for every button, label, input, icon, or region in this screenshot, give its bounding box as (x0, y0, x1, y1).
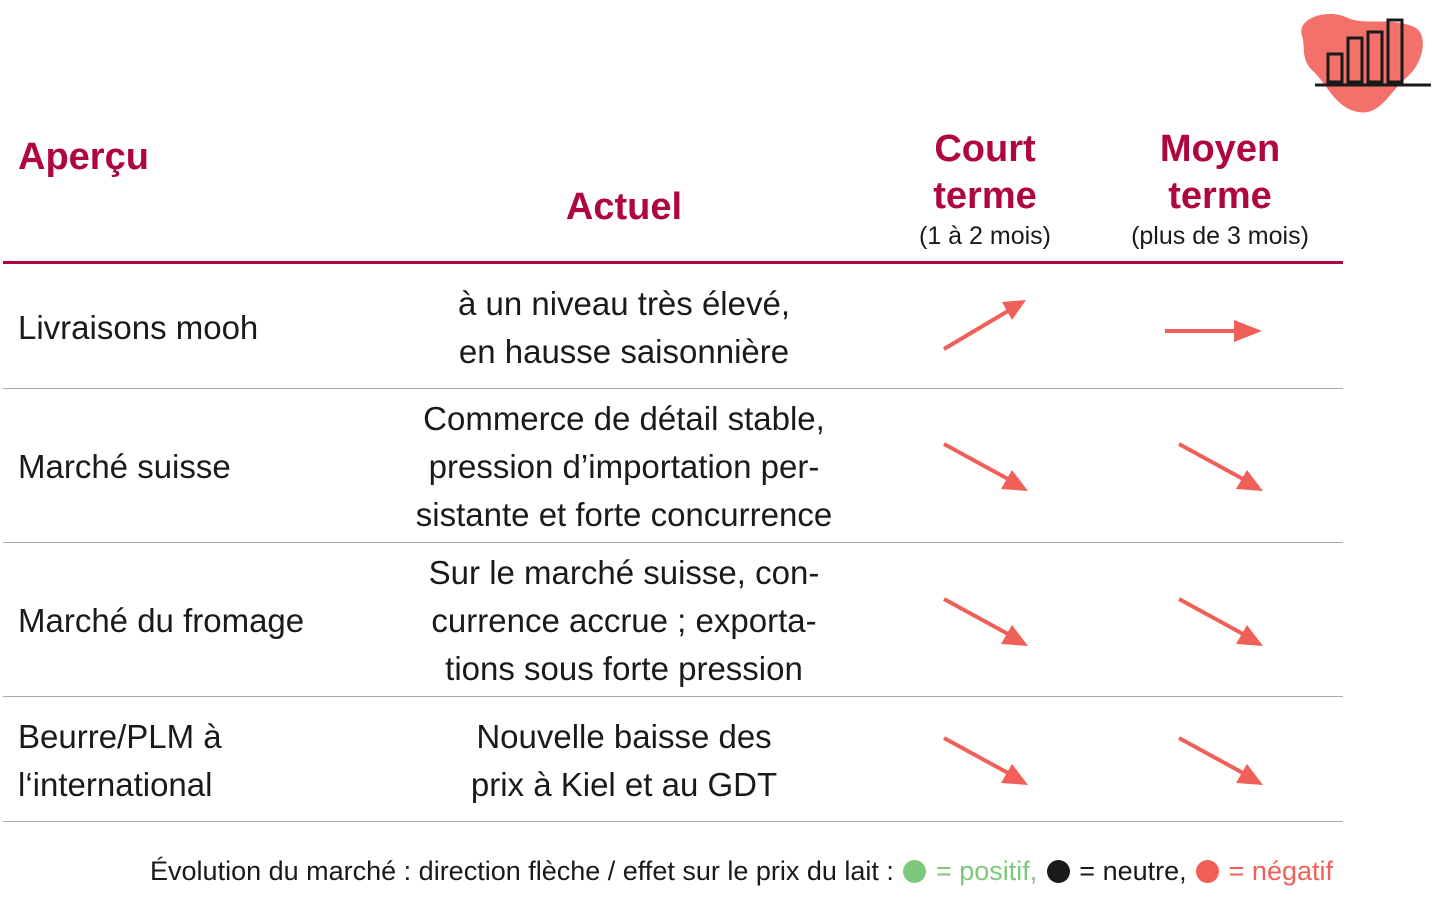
header-court-line1: Court (934, 128, 1036, 170)
legend-prefix: Évolution du marché : direction flèche / effet sur le prix du lait : (150, 856, 894, 886)
arrow-right-icon (1162, 302, 1262, 362)
row-divider (3, 388, 1343, 389)
legend (0, 856, 1333, 887)
header-divider (3, 261, 1343, 264)
row-label (18, 304, 258, 352)
positive-dot-icon (903, 860, 926, 883)
row-label-line: Marché du fromage (18, 602, 305, 639)
row-label (18, 597, 304, 645)
row-actuel-line: pression d’importation per- (428, 448, 820, 485)
row-actuel-line: currence accrue ; exporta- (431, 602, 817, 639)
row-divider (3, 696, 1343, 697)
neutral-dot-icon (1047, 860, 1070, 883)
row-actuel-line: Nouvelle baisse des (476, 718, 772, 755)
row-divider (3, 542, 1343, 543)
header-moyen-sub: (plus de 3 mois) (1131, 222, 1309, 250)
row-label (18, 713, 222, 809)
arrow-down-right-icon (938, 591, 1038, 651)
header-moyen-line2: terme (1168, 175, 1272, 217)
row-actuel-line: Commerce de détail stable, (423, 400, 825, 437)
row-divider (3, 821, 1343, 822)
row-label-line: Livraisons mooh (18, 309, 259, 346)
row-actuel (380, 395, 868, 539)
header-moyen-terme (1100, 126, 1340, 252)
bar-chart-icon (1288, 8, 1433, 118)
arrow-down-right-icon (938, 730, 1038, 790)
header-moyen-line1: Moyen (1159, 128, 1281, 170)
arrow-down-right-icon (938, 436, 1038, 496)
row-actuel-line: sistante et forte concurrence (415, 496, 833, 533)
row-actuel-line: Sur le marché suisse, con- (428, 554, 820, 591)
header-actuel: Actuel (565, 186, 683, 228)
arrow-down-right-icon (1173, 730, 1273, 790)
arrow-down-right-icon (1173, 436, 1273, 496)
row-label-line: Marché suisse (18, 448, 231, 485)
legend-positive: = positif, (935, 856, 1038, 886)
row-actuel (380, 280, 868, 376)
legend-neutral: = neutre, (1079, 856, 1187, 886)
row-actuel-line: à un niveau très élevé, (457, 285, 791, 322)
header-court-terme (865, 126, 1105, 252)
row-actuel-line: prix à Kiel et au GDT (470, 766, 778, 803)
arrow-up-right-icon (936, 296, 1036, 356)
row-label-line: l‘international (18, 766, 213, 803)
row-actuel-line: tions sous forte pression (445, 650, 803, 687)
header-court-line2: terme (933, 175, 1037, 217)
negative-dot-icon (1196, 860, 1219, 883)
row-label-line: Beurre/PLM à (18, 718, 222, 755)
row-actuel (380, 713, 868, 809)
row-actuel-line: en hausse saisonnière (458, 333, 790, 370)
header-court-sub: (1 à 2 mois) (919, 222, 1051, 250)
arrow-down-right-icon (1173, 591, 1273, 651)
row-actuel (380, 549, 868, 693)
legend-negative: = négatif (1228, 856, 1333, 886)
header-apercu: Aperçu (18, 136, 149, 178)
row-label (18, 443, 231, 491)
